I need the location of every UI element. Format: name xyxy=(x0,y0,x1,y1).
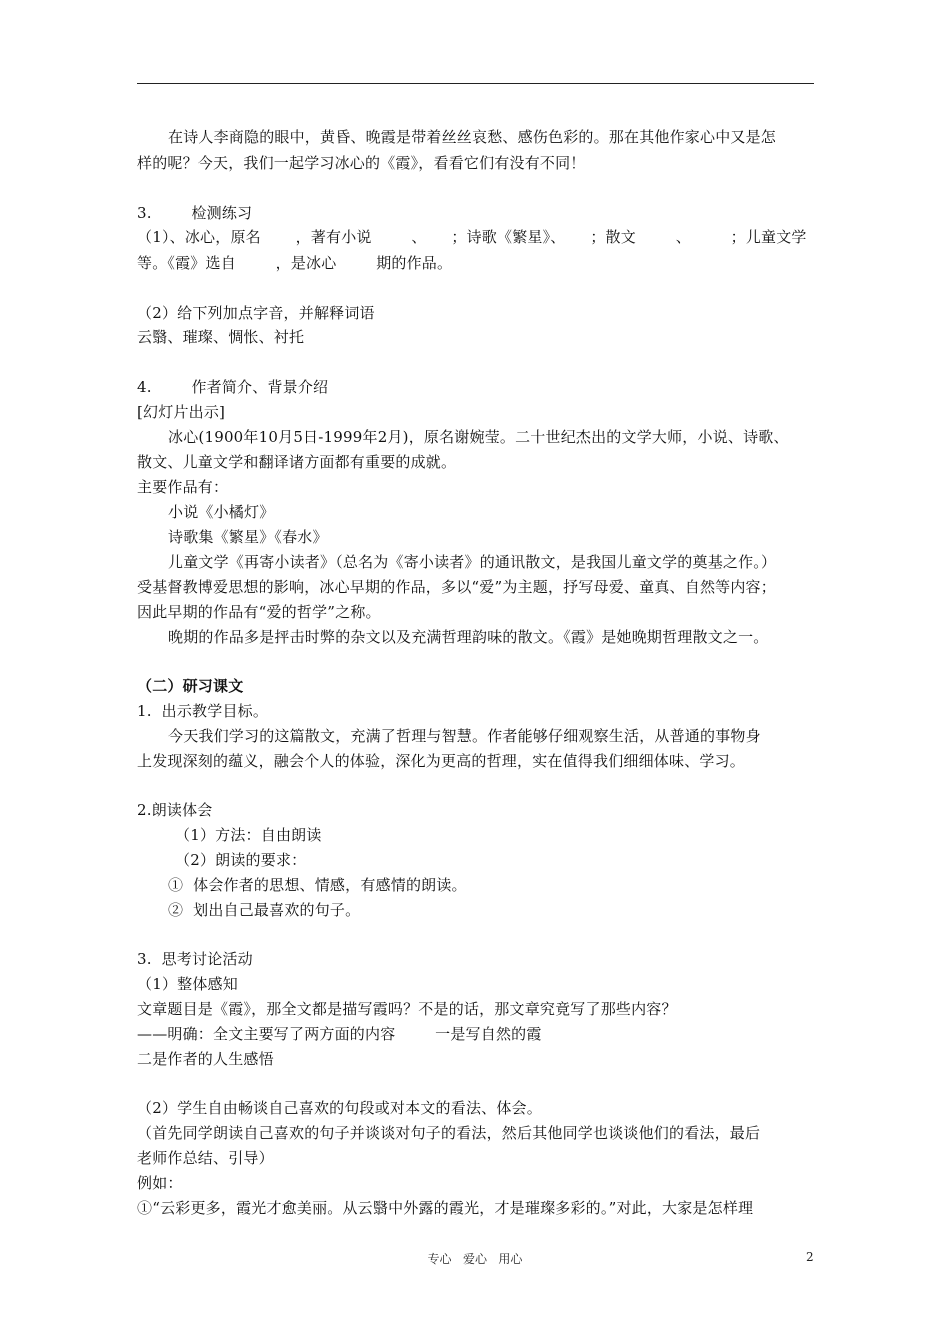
paragraph-line: 因此早期的作品有“爱的哲学”之称。 xyxy=(137,603,381,621)
subsection-heading: （2）学生自由畅谈自己喜欢的句段或对本文的看法、体会。 xyxy=(137,1099,542,1117)
list-item: 儿童文学《再寄小读者》（总名为《寄小读者》的通讯散文，是我国儿童文学的奠基之作。） xyxy=(168,553,777,571)
paragraph-line: 上发现深刻的蕴义，融会个人的体验，深化为更高的哲理，实在值得我们细细体味、学习。 xyxy=(137,752,746,770)
header-rule xyxy=(137,83,814,84)
list-item: （2）朗读的要求： xyxy=(175,851,307,869)
paragraph-line: 主要作品有： xyxy=(137,478,229,496)
list-item: （1）方法：自由朗读 xyxy=(175,826,322,844)
paragraph-line: 晚期的作品多是抨击时弊的杂文以及充满哲理韵味的散文。《霞》是她晚期哲理散文之一。 xyxy=(168,628,769,646)
section-heading: 4. 作者简介、背景介绍 xyxy=(137,378,329,396)
paragraph-line: 二是作者的人生感悟 xyxy=(137,1050,274,1068)
paragraph-line: 老师作总结、引导） xyxy=(137,1149,274,1167)
paragraph-line: 受基督教博爱思想的影响，冰心早期的作品，多以“爱”为主题，抒写母爱、童真、自然等内容； xyxy=(137,578,776,596)
paragraph-line: 例如： xyxy=(137,1174,183,1192)
section-heading: 3. 思考讨论活动 xyxy=(137,950,253,968)
section-title: （二）研习课文 xyxy=(137,677,244,695)
paragraph-line: ——明确：全文主要写了两方面的内容 一是写自然的霞 xyxy=(137,1025,542,1043)
paragraph-line: （首先同学朗读自己喜欢的句子并谈谈对句子的看法，然后其他同学也谈谈他们的看法，最后 xyxy=(137,1124,761,1142)
paragraph-line: 今天我们学习的这篇散文，充满了哲理与智慧。作者能够仔细观察生活，从普通的事物身 xyxy=(168,727,761,745)
subsection-heading: （1）整体感知 xyxy=(137,975,238,993)
paragraph-line: 文章题目是《霞》，那全文都是描写霞吗？不是的话，那文章究竟写了那些内容？ xyxy=(137,1000,677,1018)
list-item: 诗歌集《繁星》《春水》 xyxy=(168,528,328,546)
section-heading: 2.朗读体会 xyxy=(137,801,213,819)
exercise-line: （2）给下列加点字音，并解释词语 xyxy=(137,304,375,322)
paragraph-line: ①“云彩更多，霞光才愈美丽。从云翳中外露的霞光，才是璀璨多彩的。”对此，大家是怎样理 xyxy=(137,1199,754,1217)
exercise-line: 云翳、璀璨、惆怅、衬托 xyxy=(137,328,305,346)
paragraph-line: 样的呢？今天，我们一起学习冰心的《霞》，看看它们有没有不同！ xyxy=(137,154,586,172)
list-item: ① 体会作者的思想、情感，有感情的朗读。 xyxy=(168,876,467,894)
section-heading: 1. 出示教学目标。 xyxy=(137,702,269,720)
paragraph-line: 冰心(1900年10月5日-1999年2月)，原名谢婉莹。二十世纪杰出的文学大师，小说、诗歌、 xyxy=(168,428,789,446)
paragraph-line: [幻灯片出示] xyxy=(137,403,226,421)
page-number: 2 xyxy=(806,1250,814,1264)
paragraph-line: 散文、儿童文学和翻译诸方面都有重要的成就。 xyxy=(137,453,457,471)
paragraph-line: 在诗人李商隐的眼中，黄昏、晚霞是带着丝丝哀愁、感伤色彩的。那在其他作家心中又是怎 xyxy=(168,128,777,146)
list-item: 小说《小橘灯》 xyxy=(168,503,275,521)
footer-text: 专心 爱心 用心 xyxy=(427,1252,523,1266)
exercise-line: （1）、冰心，原名 ，著有小说 、 ；诗歌《繁星》、 ；散文 、 ；儿童文学 xyxy=(137,228,807,246)
list-item: ② 划出自己最喜欢的句子。 xyxy=(168,901,361,919)
exercise-line: 等。《霞》选自 ，是冰心 期的作品。 xyxy=(137,254,453,272)
section-heading: 3. 检测练习 xyxy=(137,204,253,222)
